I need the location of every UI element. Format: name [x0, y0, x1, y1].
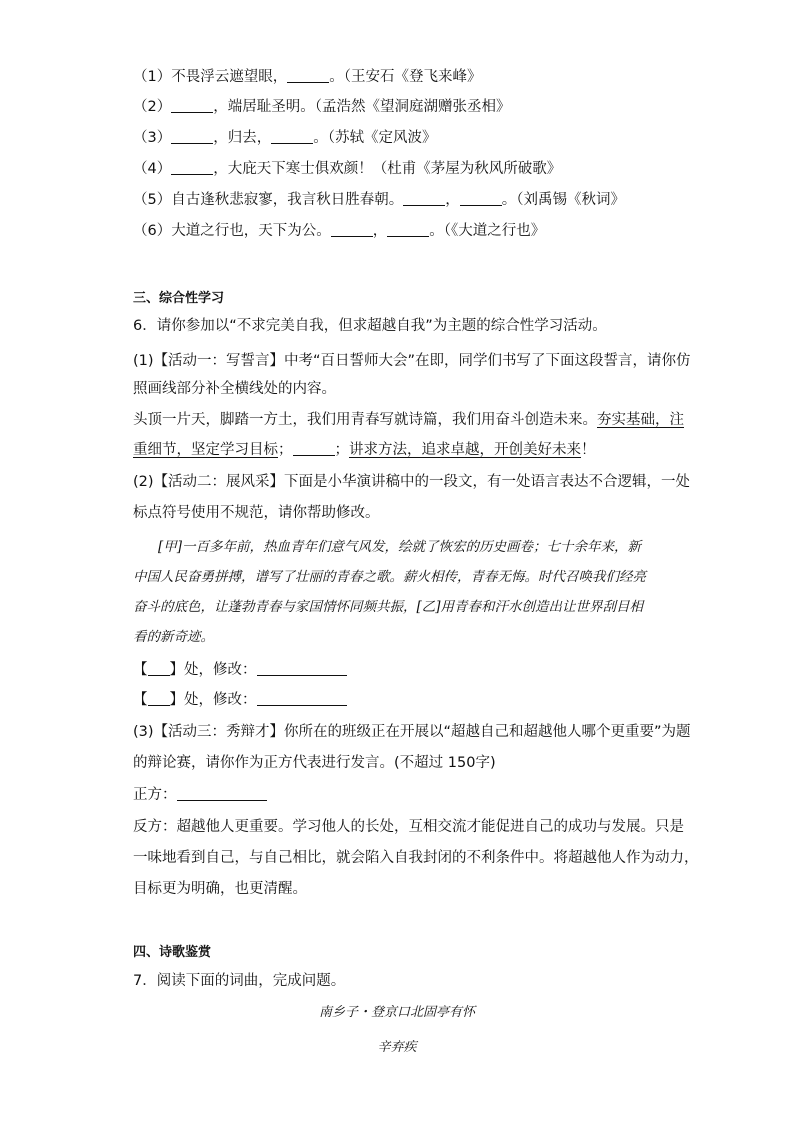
fill-line-6: （6）大道之行也，天下为公。 ， 。（《大道之行也》 — [133, 223, 546, 239]
con-argument-line: 目标更为明确，也更清醒。 — [133, 881, 307, 897]
poem-title: 南乡子・登京口北固亭有怀 — [318, 1005, 475, 1020]
activity-2-line: (2)【活动二：展风采】下面是小华演讲稿中的一段文，有一处语言表达不合逻辑，一处 — [133, 474, 691, 490]
pro-answer-line: 正方： — [133, 785, 267, 805]
answer-blank[interactable] — [257, 691, 347, 706]
answer-blank[interactable] — [287, 68, 329, 83]
answer-blank[interactable] — [271, 129, 313, 144]
fill-line-3: （3） ，归去， 。（苏轼《定风波》 — [133, 130, 437, 146]
activity-2-line: 标点符号使用不规范，请你帮助修改。 — [133, 505, 380, 521]
answer-blank[interactable] — [387, 222, 429, 237]
answer-blank[interactable] — [257, 661, 347, 676]
poem-author: 辛弃疾 — [377, 1040, 417, 1055]
fill-line-4: （4） ，大庇天下寒士俱欢颜！（杜甫《茅屋为秋风所破歌》 — [133, 161, 562, 177]
speech-passage-line: [甲]一百多年前，热血青年们意气风发，绘就了恢宏的历史画卷；七十余年来，新 — [158, 539, 642, 555]
answer-blank[interactable] — [403, 191, 445, 206]
fill-line-1: （1）不畏浮云遮望眼， 。（王安石《登飞来峰》 — [133, 69, 482, 85]
activity-1-line: 照画线部分补全横线处的内容。 — [133, 381, 336, 397]
answer-blank[interactable] — [293, 441, 335, 456]
answer-blank[interactable] — [331, 222, 373, 237]
section-heading: 三、综合性学习 — [133, 291, 225, 306]
activity-3-line: 的辩论赛，请你作为正方代表进行发言。(不超过 150字) — [133, 755, 496, 771]
fix-line-2: 【 】处，修改： — [133, 690, 347, 710]
answer-blank[interactable] — [460, 191, 502, 206]
speech-passage-line: 中国人民奋勇拼搏，谱写了壮丽的青春之歌。薪火相传，青春无悔。时代召唤我们经亮 — [133, 569, 646, 585]
answer-blank[interactable] — [171, 160, 213, 175]
section-heading: 四、诗歌鉴赏 — [133, 945, 212, 960]
answer-blank[interactable] — [177, 786, 267, 801]
question-7-intro: 7．阅读下面的词曲，完成问题。 — [133, 973, 346, 989]
activity-3-line: (3)【活动三：秀辩才】你所在的班级正在开展以“超越自己和超越他人哪个更重要”为题 — [133, 724, 691, 740]
question-6-intro: 6．请你参加以“不求完美自我，但求超越自我”为主题的综合性学习活动。 — [133, 318, 607, 334]
oath-line-1: 头顶一片天，脚踏一方土，我们用青春写就诗篇，我们用奋斗创造未来。夯实基础，注 — [133, 412, 684, 428]
answer-blank[interactable] — [148, 691, 170, 706]
fill-line-5: （5）自古逢秋悲寂寥，我言秋日胜春朝。 ， 。（刘禹锡《秋词》 — [133, 192, 625, 208]
fix-line-1: 【 】处，修改： — [133, 660, 347, 680]
answer-blank[interactable] — [148, 661, 170, 676]
fill-line-2: （2） ，端居耻圣明。（孟浩然《望洞庭湖赠张丞相》 — [133, 99, 511, 115]
con-argument-line: 一味地看到自己，与自己相比，就会陷入自我封闭的不利条件中。将超越他人作为动力， — [133, 850, 699, 866]
con-argument-line: 反方：超越他人更重要。学习他人的长处，互相交流才能促进自己的成功与发展。只是 — [133, 819, 684, 835]
answer-blank[interactable] — [171, 98, 213, 113]
activity-1-line: (1)【活动一：写誓言】中考“百日誓师大会”在即，同学们书写了下面这段誓言，请你仿 — [133, 353, 691, 369]
speech-passage-line: 看的新奇迹。 — [133, 629, 214, 645]
oath-line-2: 重细节，坚定学习目标； ；讲求方法，追求卓越，开创美好未来！ — [133, 442, 596, 458]
answer-blank[interactable] — [171, 129, 213, 144]
speech-passage-line: 奋斗的底色，让蓬勃青春与家国情怀同频共振，[乙]用青春和汗水创造出让世界刮目相 — [133, 599, 644, 615]
